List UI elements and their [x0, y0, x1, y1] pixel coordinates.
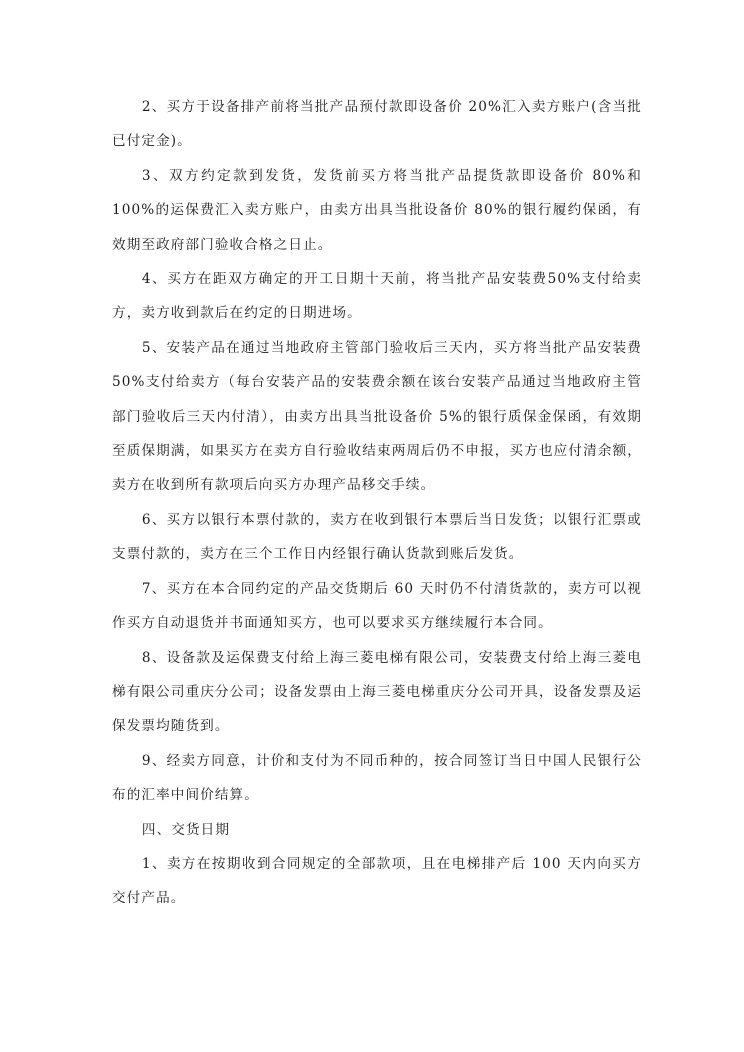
document-body [112, 90, 642, 916]
payment-clause-3: 3、双方约定款到发货，发货前买方将当批产品提货款即设备价 80%和 100%的运保费汇入卖方账户，由卖方出具当批设备价 80%的银行履约保函，有效期至政府部门验收合格之日止。 [112, 167, 642, 253]
payment-clause-5: 5、安装产品在通过当地政府主管部门验收后三天内，买方将当批产品安装费 50%支付给卖方（每台安装产品的安装费余额在该台安装产品通过当地政府主管部门验收后三天内付清），由卖方出具当批设备价 5%的银行质保金保函，有效期至质保期满，如果买方在卖方自行验收结束两周后仍不申报，买方也应付清余额，卖方在收到所有款项后向买方办理产品移交手续。 [112, 339, 642, 494]
section-heading-delivery-date: 四、交货日期 [141, 821, 231, 838]
payment-clause-4: 4、买方在距双方确定的开工日期十天前，将当批产品安装费50%支付给卖方，卖方收到款后在约定的日期进场。 [112, 271, 642, 322]
delivery-clause-1: 1、卖方在按期收到合同规定的全部款项，且在电梯排产后 100 天内向买方交付产品。 [112, 855, 642, 907]
payment-clause-2: 2、买方于设备排产前将当批产品预付款即设备价 20%汇入卖方账户(含当批已付定金)。 [112, 99, 642, 150]
payment-clause-6: 6、买方以银行本票付款的，卖方在收到银行本票后当日发货；以银行汇票或支票付款的，卖方在三个工作日内经银行确认货款到账后发货。 [112, 511, 642, 563]
payment-clause-8: 8、设备款及运保费支付给上海三菱电梯有限公司，安装费支付给上海三菱电梯有限公司重庆分公司；设备发票由上海三菱电梯重庆分公司开具，设备发票及运保发票均随货到。 [112, 649, 642, 735]
payment-clause-9: 9、经卖方同意，计价和支付为不同币种的，按合同签订当日中国人民银行公布的汇率中间价结算。 [112, 752, 642, 804]
payment-clause-7: 7、买方在本合同约定的产品交货期后 60 天时仍不付清货款的，卖方可以视作买方自动退货并书面通知买方，也可以要求买方继续履行本合同。 [112, 580, 642, 632]
